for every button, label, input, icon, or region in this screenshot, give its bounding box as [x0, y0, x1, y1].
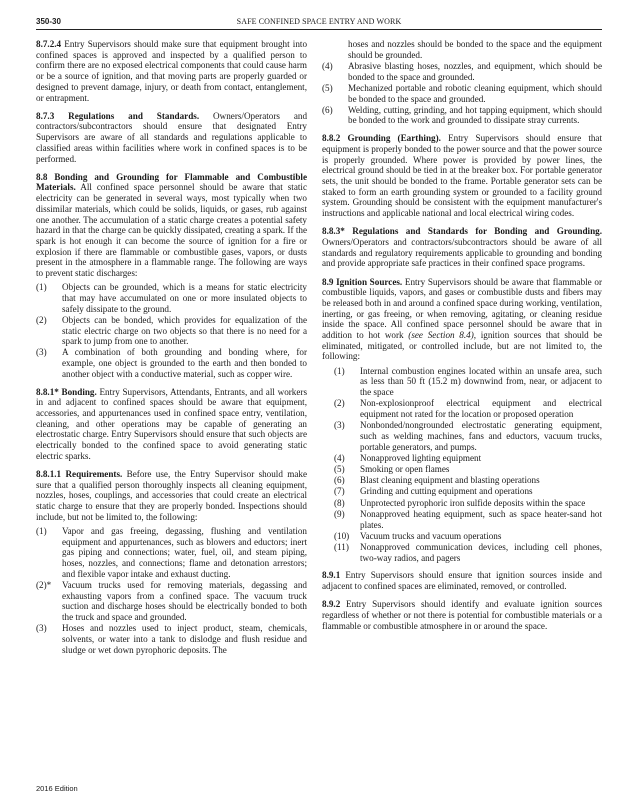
section-8-9-2 — [322, 599, 602, 631]
list-item — [322, 486, 602, 497]
list-text: Hoses and nozzles used to inject product, steam, chemicals, solvents, or water into a tank to dislodge and flush residue and sludge or wet down pyrophoric deposits. The — [62, 623, 307, 655]
page-number: 350-30 — [36, 17, 61, 26]
list-item — [322, 542, 602, 563]
running-title: SAFE CONFINED SPACE ENTRY AND WORK — [236, 17, 402, 26]
section-number: 8.8.1.1 — [36, 469, 62, 480]
list-text: Objects can be grounded, which is a means for static electricity that may have accumulated on one or more insulated objects to safely dissipate to the ground. — [62, 282, 307, 314]
list-text: Grinding and cutting equipment and operations — [360, 486, 533, 497]
page-header — [36, 17, 602, 31]
list-marker: (6) — [322, 104, 333, 115]
list-text: Nonapproved lighting equipment — [360, 452, 482, 463]
inspection-list — [36, 526, 307, 655]
section-8-8-1 — [36, 387, 307, 462]
section-heading: Regulations and Standards. — [68, 110, 200, 121]
section-text: Entry Supervisors should be aware that flammable or combustible liquids, vapors, and gases or combustible dusts and fibers may be released both in and around a confined space during working, ventilation, inerting, or gas freeing, or when removing, agitating, or cleaning residue inside the space. All confined space personnel should be aware that in addition to hot work — [322, 276, 602, 341]
list-item — [322, 366, 602, 398]
cross-reference: (see Section 8.4), — [408, 330, 477, 341]
list-item — [322, 509, 602, 530]
section-8-7-3 — [36, 111, 307, 165]
list-text: Mechanized portable and robotic cleaning equipment, which should be bonded to the space and grounded. — [348, 82, 602, 104]
list-continuation: hoses and nozzles should be bonded to the space and the equipment should be grounded. — [348, 39, 602, 60]
static-discharge-list — [36, 282, 307, 379]
page-footer — [36, 784, 78, 793]
list-text: A combination of both grounding and bonding where, for example, one object is grounded to the earth and then bonded to another object with a conductive material, such as copper wire. — [62, 347, 307, 379]
list-item — [36, 315, 307, 347]
list-item — [322, 531, 602, 542]
section-number: 8.9 — [322, 276, 334, 287]
list-text: Non-explosionproof electrical equipment and electrical equipment not rated for the location or proposed operation — [360, 398, 602, 419]
list-marker: (5) — [334, 464, 345, 475]
list-marker: (3) — [36, 347, 47, 358]
list-item — [322, 498, 602, 509]
section-number: 8.7.2.4 — [36, 39, 62, 49]
section-8-8-3 — [322, 226, 602, 269]
list-marker: (6) — [334, 475, 345, 486]
list-text: Vacuum trucks used for removing materials, degassing and exhausting vapors from a confined space. The vacuum truck suction and discharge hoses should be electrically bonded to both the truck and space and grounded. — [62, 580, 307, 623]
section-text: Owners/Operators and contractors/subcontractors should ensure that designated Entry Supervisors are aware of all standards and regulations applicable to classified areas within facilities where work in confined spaces is to be performed. — [36, 110, 308, 164]
edition-label: 2016 Edition — [36, 784, 78, 793]
list-item — [36, 347, 307, 379]
section-heading: Ignition Sources. — [336, 276, 403, 287]
list-marker: (7) — [334, 486, 345, 497]
list-marker: (9) — [334, 508, 345, 519]
list-text: Nonbonded/nongrounded electrostatic generating equipment, such as welding machines, fans and eductors, vacuum trucks, portable generators, and pumps. — [360, 420, 602, 452]
section-heading: Regulations and Standards for Bonding and Grounding. — [352, 226, 603, 237]
section-number: 8.8.1* — [36, 386, 59, 397]
list-text: Abrasive blasting hoses, nozzles, and equipment, which should be bonded to the space and grounded. — [348, 60, 602, 82]
list-item — [36, 580, 307, 623]
section-text: Entry Supervisors should make sure that equipment brought into confined spaces is approved and inspected by a qualified person to confirm there are no exposed electrical components that could cause harm or be a source of ignition, and that moving parts are properly guarded or designed to prevent damage, injury, or death from contact, entanglement, or entrapment. — [36, 39, 308, 103]
list-marker: (8) — [334, 497, 345, 508]
list-text: Blast cleaning equipment and blasting operations — [360, 475, 540, 486]
section-text: Entry Supervisors should ensure that equipment is properly bonded to the power source and that the power source is properly grounded. Where power is provided by power lines, the electrical ground should be tied in at the breaker box. For portable generator sets, the unit should be bonded to the frame. Portable generator sets can be staked to form an earth grounding system or grounded to a facility ground system. Grounding should be consistent with the equipment manufacturer's instructions and applicable national and local electrical wiring codes. — [322, 133, 603, 219]
list-marker: (2)* — [36, 580, 52, 591]
list-text: Unprotected pyrophoric iron sulfide deposits within the space — [360, 497, 586, 508]
left-column — [36, 39, 307, 662]
list-marker: (10) — [334, 530, 350, 541]
section-text: Entry Supervisors, Attendants, Entrants, and all workers in and adjacent to confined spaces should be aware that equipment, accessories, and appurtenances used in confined space entry, ventilation, cleaning, and other operations may be capable of generating an electrostatic charge. Entry Supervisors should ensure that such objects are electrically bonded to the confined space to avoid generating static electric sparks. — [36, 386, 308, 461]
section-heading: Requirements. — [65, 469, 123, 480]
list-text: Vacuum trucks and vacuum operations — [360, 530, 502, 541]
section-8-8 — [36, 172, 307, 279]
section-number: 8.7.3 — [36, 110, 55, 121]
list-marker: (11) — [334, 541, 349, 552]
section-heading: Bonding and Grounding for Flammable and Combustible Materials. — [36, 171, 307, 193]
ignition-sources-list — [322, 366, 602, 564]
section-8-8-2 — [322, 133, 602, 219]
section-text: Owners/Operators and contractors/subcontractors should be aware of all standards and regulatory requirements applicable to grounding and bonding and provide appropriate safe practices in their confined space programs. — [322, 236, 602, 269]
list-item — [322, 398, 602, 419]
list-text: Vapor and gas freeing, degassing, flushing and ventilation equipment and appurtenances, such as blowers and eductors; inert gas piping and connections; water, fuel, oil, and steam piping, hoses, nozzles, and connections; flame and detonation arrestors; and flexible vapor intake and exhaust ducting. — [62, 526, 307, 579]
section-number: 8.8.3* — [322, 226, 345, 237]
section-text: Entry Supervisors should ensure that ignition sources inside and adjacent to confined spaces are eliminated, removed, or controlled. — [322, 570, 602, 592]
list-item — [322, 61, 602, 82]
list-item — [322, 105, 602, 126]
list-text: Smoking or open flames — [360, 464, 450, 475]
list-marker: (4) — [322, 60, 333, 71]
list-text: Welding, cutting, grinding, and hot tapping equipment, which should be bonded to the work and grounded to dissipate stray currents. — [348, 104, 602, 126]
inspection-list-continued — [322, 61, 602, 126]
section-8-7-2-4 — [36, 39, 307, 103]
list-item — [322, 420, 602, 452]
section-text: ignition sources that should be eliminated, mitigated, or controlled include, but are not limited to, the following: — [322, 330, 602, 362]
section-8-9 — [322, 277, 602, 363]
list-marker: (3) — [36, 623, 47, 634]
list-item — [36, 623, 307, 655]
list-marker: (1) — [36, 526, 47, 537]
list-marker: (2) — [334, 398, 345, 409]
list-marker: (2) — [36, 314, 47, 325]
section-heading: Bonding. — [61, 386, 97, 397]
section-8-8-1-1 — [36, 469, 307, 523]
list-text: Objects can be bonded, which provides for equalization of the static electric charge on two objects so that there is no need for a spark to jump from one to another. — [62, 314, 307, 347]
list-item — [322, 475, 602, 486]
section-number: 8.9.1 — [322, 570, 341, 581]
section-text: Entry Supervisors should identify and evaluate ignition sources regardless of whether or not there is potential for combustible materials or a flammable or combustible atmosphere in or around the space. — [322, 599, 602, 631]
list-text: Nonapproved communication devices, including cell phones, two-way radios, and pagers — [360, 541, 602, 563]
list-item — [322, 464, 602, 475]
list-marker: (4) — [334, 452, 345, 463]
list-marker: (1) — [334, 365, 345, 376]
list-marker: (3) — [334, 420, 345, 431]
list-text: Nonapproved heating equipment, such as space heater-sand hot plates. — [360, 508, 602, 530]
list-item — [36, 282, 307, 314]
list-text: Internal combustion engines located within an unsafe area, such as less than 50 ft (15.2 m) downwind from, near, or adjacent to the space — [360, 365, 602, 398]
section-number: 8.8 — [36, 171, 48, 182]
section-number: 8.8.2 — [322, 133, 341, 144]
list-item — [36, 526, 307, 580]
right-column — [322, 39, 602, 639]
list-item — [322, 453, 602, 464]
section-8-9-1 — [322, 570, 602, 591]
list-marker: (1) — [36, 282, 47, 293]
section-heading: Grounding (Earthing). — [347, 133, 441, 144]
list-marker: (5) — [322, 82, 333, 93]
section-text: Before use, the Entry Supervisor should make sure that a qualified person thoroughly inspects all cleaning equipment, nozzles, hoses, couplings, and accessories that could create an electrical static charge to ensure that they are properly bonded. Inspections should include, but not be limited to, the following: — [36, 469, 308, 522]
list-item — [322, 83, 602, 104]
section-text: All confined space personnel should be aware that static electricity can be generated in several ways, most typically when two dissimilar materials, which could be solids, liquids, or gases, rub against one another. The accumulation of a static charge creates a potential safety hazard in that the charge can be quickly dissipated, creating a spark. If the spark is hot enough it can become the source of ignition for a fire or explosion if there are flammable or combustible gases, vapors, or dusts present in the atmosphere in a flammable range. The following are ways to prevent static discharges: — [36, 182, 307, 279]
header-rule — [36, 29, 602, 30]
section-number: 8.9.2 — [322, 599, 341, 610]
